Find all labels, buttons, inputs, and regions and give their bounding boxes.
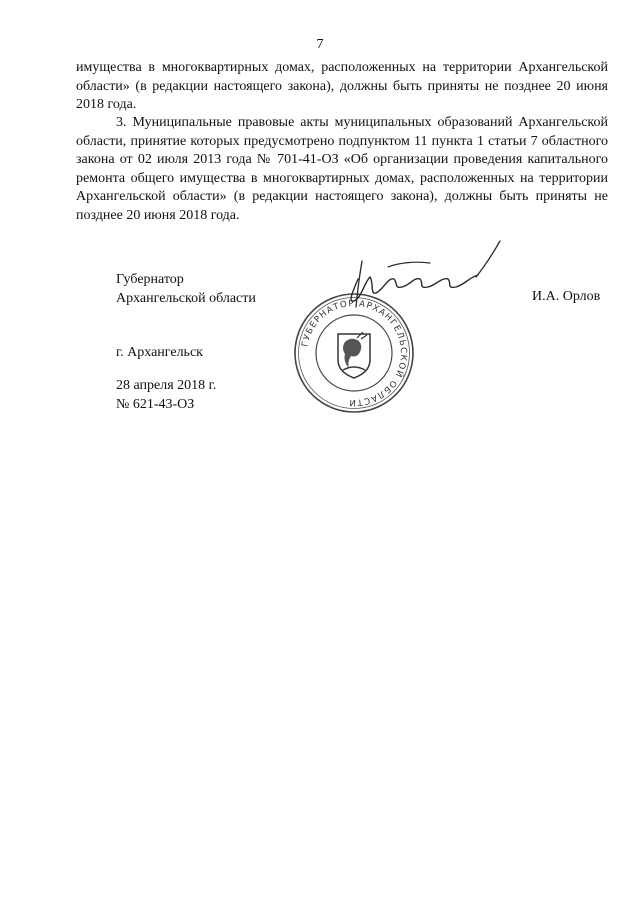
seal-text: ГУБЕРНАТОР АРХАНГЕЛЬСКОЙ ОБЛАСТИ xyxy=(300,298,409,408)
position-line-1: Губернатор xyxy=(116,272,184,287)
handwritten-signature xyxy=(318,237,508,312)
paragraph-3: 3. Муниципальные правовые акты муниципальных образований Архангельской области, принятие которых предусмотрено подпунктом 11 пункта 1 статьи 7 областного закона от 02 июля 2013 года № 701-41-ОЗ «Об организации проведения капитального ремонта общего имущества в многоквартирных домах, расположенных на территории Архангельской области» (в редакции настоящего закона), должны быть приняты не позднее 20 июня 2018 года. xyxy=(76,115,608,223)
paragraph-continuation: имущества в многоквартирных домах, расположенных на территории Архангельской области» (в редакции настоящего закона), должны быть приняты не позднее 20 июня 2018 года. xyxy=(76,60,608,112)
law-number: № 621-43-ОЗ xyxy=(116,396,195,412)
signatory-name: И.А. Орлов xyxy=(532,289,601,304)
page-number: 7 xyxy=(316,37,324,52)
signing-date: 28 апреля 2018 г. xyxy=(116,378,217,393)
position-line-2: Архангельской области xyxy=(116,290,256,306)
date-and-number xyxy=(116,377,216,414)
signatory-position xyxy=(116,271,256,308)
place-of-signing: г. Архангельск xyxy=(116,345,203,360)
coat-of-arms-icon xyxy=(338,332,370,378)
